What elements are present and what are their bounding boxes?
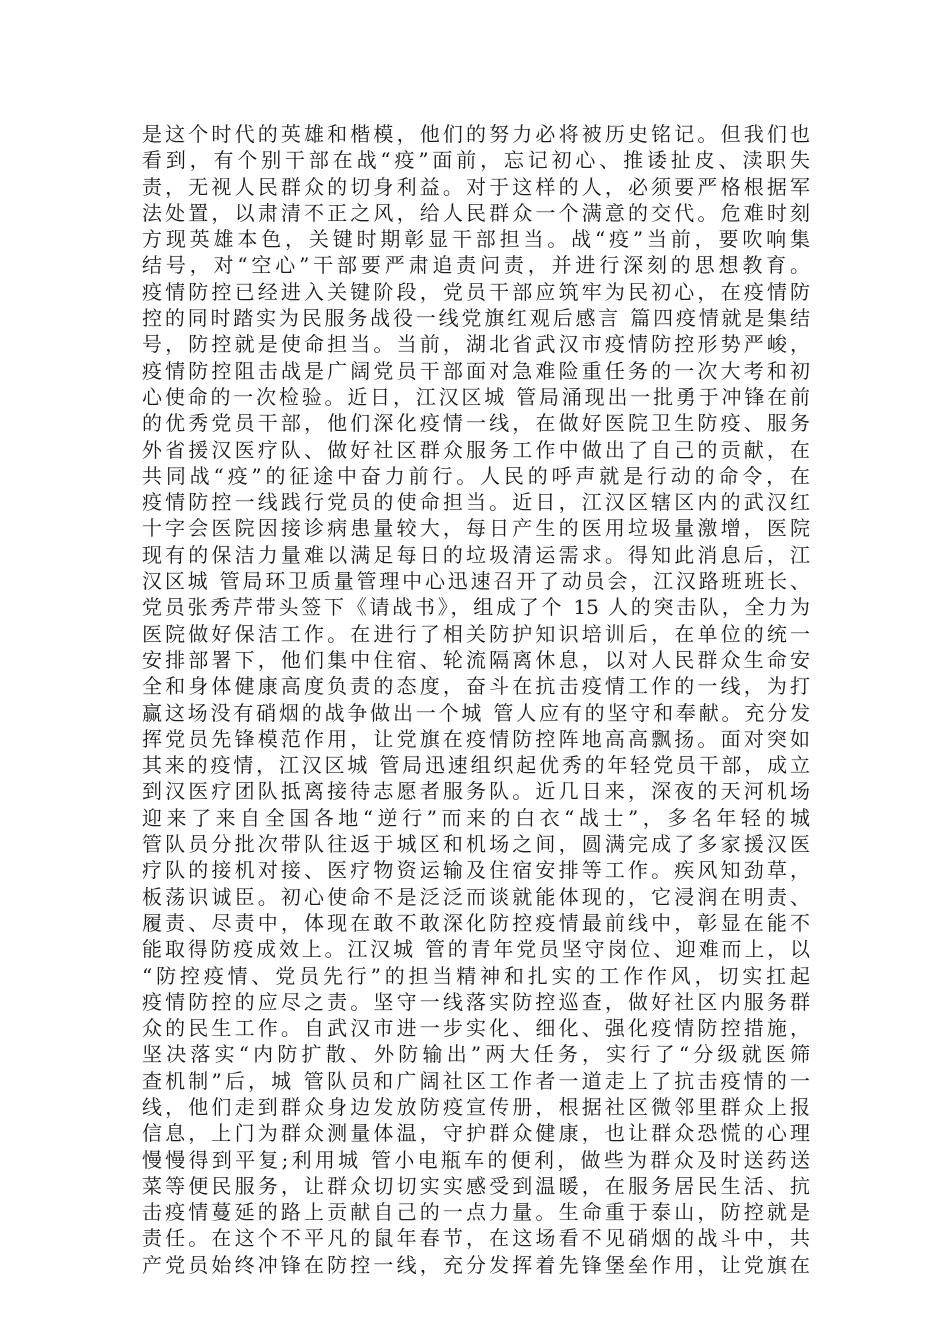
text-line: 管队员分批次带队往返于城区和机场之间，圆满完成了多家援汉医: [142, 832, 810, 857]
text-line: 履责、尽责中，体现在敢不敢深化防控疫情最前线中，彰显在能不: [142, 910, 810, 935]
text-line: 的优秀党员干部，他们深化疫情一线，在做好医院卫生防疫、服务: [142, 411, 810, 436]
text-line: 号，防控就是使命担当。当前，湖北省武汉市疫情防控形势严峻，: [142, 332, 810, 357]
text-line: 菜等便民服务，让群众切切实实感受到温暖，在服务居民生活、抗: [142, 1173, 810, 1198]
text-line: 看到，有个别干部在战“疫”面前，忘记初心、推诿扯皮、渎职失: [142, 148, 810, 173]
text-line: 控的同时踏实为民服务战役一线党旗红观后感言 篇四疫情就是集结: [142, 306, 810, 331]
text-line: 外省援汉医疗队、做好社区群众服务工作中做出了自己的贡献，在: [142, 437, 810, 462]
text-line: 疫情防控阻击战是广阔党员干部面对急难险重任务的一次大考和初: [142, 358, 810, 383]
text-line: 责，无视人民群众的切身利益。对于这样的人，必须要严格根据军: [142, 174, 810, 199]
text-line: 线，他们走到群众身边发放防疫宣传册，根据社区微邻里群众上报: [142, 1094, 810, 1119]
text-line: 信息，上门为群众测量体温，守护群众健康，也让群众恐慌的心理: [142, 1121, 810, 1146]
text-line: 疫情防控已经进入关键阶段，党员干部应筑牢为民初心，在疫情防: [142, 279, 810, 304]
text-line: 十字会医院因接诊病患量较大，每日产生的医用垃圾量激增，医院: [142, 516, 810, 541]
text-line: 坚决落实“内防扩散、外防输出”两大任务，实行了“分级就医筛: [142, 1042, 810, 1067]
text-line: 其来的疫情，江汉区城 管局迅速组织起优秀的年轻党员干部，成立: [142, 753, 810, 778]
text-line: “防控疫情、党员先行”的担当精神和扎实的工作作风，切实扛起: [142, 963, 810, 988]
text-line: 到汉医疗团队抵离接待志愿者服务队。近几日来，深夜的天河机场: [142, 779, 810, 804]
text-line: 板荡识诚臣。初心使命不是泛泛而谈就能体现的，它浸润在明责、: [142, 884, 810, 909]
text-line: 众的民生工作。自武汉市进一步实化、细化、强化疫情防控措施，: [142, 1016, 810, 1041]
text-line: 击疫情蔓延的路上贡献自己的一点力量。生命重于泰山，防控就是: [142, 1200, 810, 1225]
text-line: 慢慢得到平复;利用城 管小电瓶车的便利，做些为群众及时送药送: [142, 1147, 810, 1172]
text-line: 疫情防控一线践行党员的使命担当。近日，江汉区辖区内的武汉红: [142, 490, 810, 515]
text-line: 赢这场没有硝烟的战争做出一个城 管人应有的坚守和奉献。充分发: [142, 700, 810, 725]
text-line: 全和身体健康高度负责的态度，奋斗在抗击疫情工作的一线，为打: [142, 674, 810, 699]
text-line: 能取得防疫成效上。江汉城 管的青年党员坚守岗位、迎难而上，以: [142, 937, 810, 962]
text-line: 汉区城 管局环卫质量管理中心迅速召开了动员会，江汉路班班长、: [142, 569, 810, 594]
text-line: 挥党员先锋模范作用，让党旗在疫情防控阵地高高飘扬。面对突如: [142, 726, 810, 751]
text-line: 查机制”后，城 管队员和广阔社区工作者一道走上了抗击疫情的一: [142, 1068, 810, 1093]
text-line: 疫情防控的应尽之责。坚守一线落实防控巡查，做好社区内服务群: [142, 989, 810, 1014]
text-line: 迎来了来自全国各地“逆行”而来的白衣“战士”，多名年轻的城: [142, 805, 810, 830]
text-line: 结号，对“空心”干部要严肃追责问责，并进行深刻的思想教育。: [142, 253, 810, 278]
text-line: 产党员始终冲锋在防控一线，充分发挥着先锋堡垒作用，让党旗在: [142, 1252, 810, 1277]
text-line: 责任。在这个不平凡的鼠年春节，在这场看不见硝烟的战斗中，共: [142, 1226, 810, 1251]
text-line: 现有的保洁力量难以满足每日的垃圾清运需求。得知此消息后，江: [142, 542, 810, 567]
text-line: 党员张秀芹带头签下《请战书》，组成了个 15 人的突击队，全力为: [142, 595, 810, 620]
text-line: 是这个时代的英雄和楷模，他们的努力必将被历史铭记。但我们也: [142, 122, 810, 146]
text-line: 疗队的接机对接、医疗物资运输及住宿安排等工作。疾风知劲草，: [142, 858, 810, 883]
text-line: 心使命的一次检验。近日，江汉区城 管局涌现出一批勇于冲锋在前: [142, 384, 810, 409]
body-text: [142, 121, 810, 1278]
text-line: 共同战“疫”的征途中奋力前行。人民的呼声就是行动的命令，在: [142, 463, 810, 488]
text-line: 医院做好保洁工作。在进行了相关防护知识培训后，在单位的统一: [142, 621, 810, 646]
text-line: 方现英雄本色，关键时期彰显干部担当。战“疫”当前，要吹响集: [142, 227, 810, 252]
text-line: 安排部署下，他们集中住宿、轮流隔离休息，以对人民群众生命安: [142, 647, 810, 672]
text-line: 法处置，以肃清不正之风，给人民群众一个满意的交代。危难时刻: [142, 200, 810, 225]
